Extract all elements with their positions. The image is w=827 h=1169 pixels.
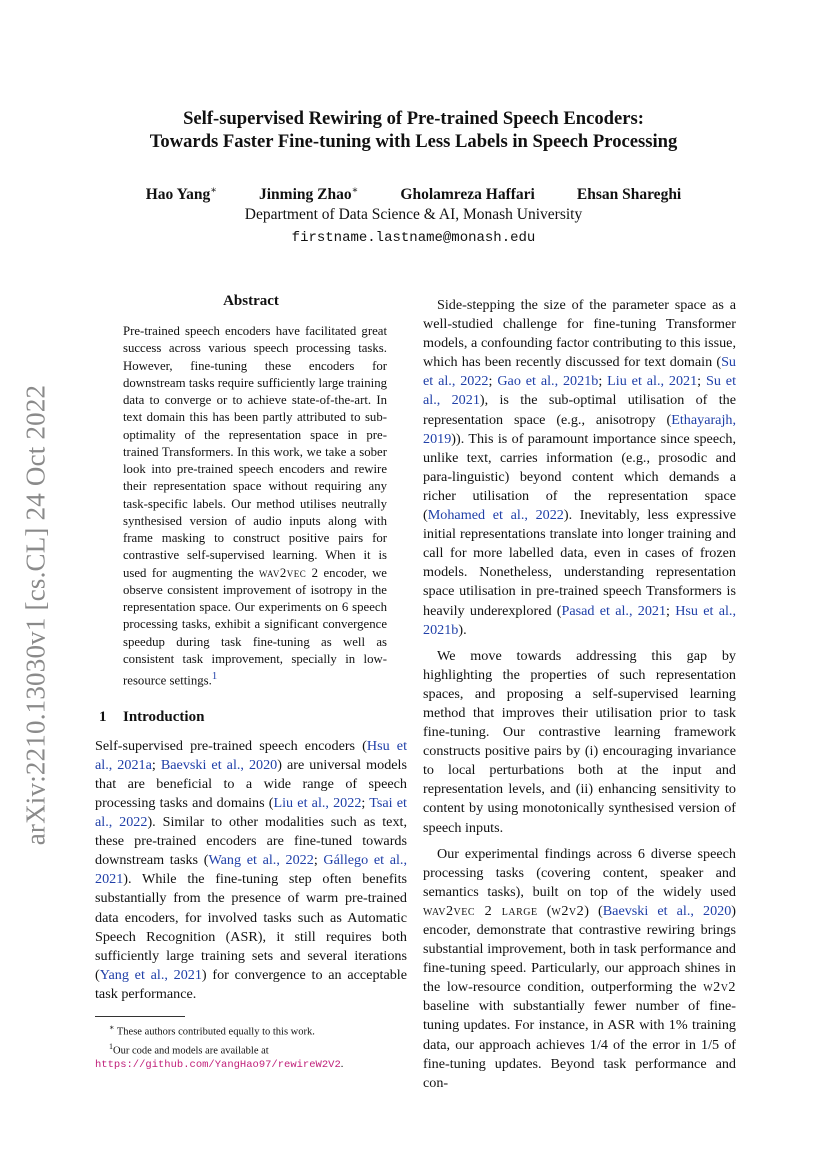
author-name: Gholamreza Haffari (400, 186, 535, 204)
citation-link[interactable]: Baevski et al., 2020 (602, 902, 732, 919)
body-paragraph: Side-stepping the size of the parameter space as a well-studied challenge for fine-tuning Transformer models, a confounding factor contributing to this issue, which has been recently discussed for text domain (Su et al., 2022; Gao et al., 2021b; Liu et al., 2021; Su et al., 2021), is the sub-optimal utilisation of the representation space (e.g., anisotropy (Ethayarajh, 2019)). This is of paramount importance since speech, unlike text, carries information (e.g., prosodic and para-linguistic) beyond content which demands a richer utilisation of the representation space (Mohamed et al., 2022). Inevitably, less expressive initial representations translate into longer training and call for more labelled data, even in cases of frozen models. Nonetheless, understanding representation space utilisation in pre-trained speech Transformers is heavily underexplored (Pasad et al., 2021; Hsu et al., 2021b). (423, 297, 736, 638)
author-name: Jinming Zhao∗ (259, 185, 359, 204)
paper-title (60, 107, 767, 153)
arxiv-identifier-stamp (16, 360, 56, 870)
affiliation: Department of Data Science & AI, Monash University (244, 206, 583, 224)
arxiv-id-text: arXiv:2210.13030v1 [cs.CL] 24 Oct 2022 (20, 384, 51, 846)
author-block (60, 181, 767, 248)
citation-link[interactable]: Su et al., 2022 (423, 354, 736, 390)
author-email: firstname.lastname@monash.edu (291, 230, 536, 247)
citation-link[interactable]: Gao et al., 2021b (497, 373, 599, 390)
body-paragraph: Our experimental findings across 6 diverse speech processing tasks (covering content, speaker and semantics tasks), built on top of the widely used wav2vec 2 large (w2v2) (Baevski et al., 2020) encoder, demonstrate that contrastive rewiring brings substantial improvement, both in task performance and fine-tuning speed. Particularly, our approach shines in the low-resource condition, outperforming the w2v2 baseline with substantially fewer number of fine-tuning updates. For instance, in ASR with 1% training data, our approach achieves 1/4 of the error in 1/5 of fine-tuning updates. Beyond task performance and con- (423, 845, 737, 1091)
citation-link[interactable]: Pasad et al., 2021 (561, 602, 667, 619)
citation-link[interactable]: Mohamed et al., 2022 (427, 507, 564, 524)
left-column (95, 292, 407, 1072)
right-column (423, 296, 736, 1093)
footnote-divider (95, 1016, 185, 1017)
intro-paragraph: Self-supervised pre-trained speech encoders (Hsu et al., 2021a; Baevski et al., 2020) are universal models that are beneficial to a wide range of speech processing tasks and domains (Liu et al., 2022; Tsai et al., 2022). Similar to other modalities such as text, these pre-trained encoders are fine-tuned towards downstream tasks (Wang et al., 2022; Gállego et al., 2021). While the fine-tuning step often benefits substantially from the presence of warm pre-trained data encoders, for involved tasks such as Automatic Speech Recognition (ASR), it still requires both sufficiently large training sets and several iterations (Yang et al., 2021) for convergence to an acceptable task performance. (95, 737, 407, 1002)
body-paragraph: We move towards addressing this gap by highlighting the properties of such representation spaces, and proposing a self-supervised learning method that improves their utilisation prior to task fine-tuning. Our contrastive learning framework constructs positive pairs by (i) encouraging invariance to local perturbations both at the input and representation levels, and (ii) enhancing sensitivity to content by using monotonically synthesised version of speech inputs. (423, 647, 736, 836)
author-name: Ehsan Shareghi (576, 186, 682, 204)
citation-link[interactable]: Yang et al., 2021 (99, 966, 202, 983)
footnote-equal-contribution: ∗ These authors contributed equally to this work. (109, 1023, 315, 1038)
citation-link[interactable]: Liu et al., 2022 (273, 794, 362, 811)
model-name: wav2vec 2 large (423, 902, 538, 919)
title-line-1: Self-supervised Rewiring of Pre-trained Speech Encoders: (183, 108, 644, 129)
abstract-heading: Abstract (223, 293, 279, 309)
model-abbrev: w2v2 (703, 979, 736, 996)
github-url-link[interactable]: https://github.com/YangHao97/rewireW2V2 (95, 1059, 341, 1072)
citation-link[interactable]: Baevski et al., 2020 (160, 756, 278, 773)
citation-link[interactable]: Liu et al., 2021 (607, 373, 698, 390)
citation-link[interactable]: Tsai et al., 2022 (95, 794, 407, 831)
citation-link[interactable]: Su et al., 2021 (423, 373, 736, 409)
footnote-ref[interactable]: 1 (211, 671, 218, 683)
citation-link[interactable]: Hsu et al., 2021a (95, 737, 407, 773)
author-name: Hao Yang∗ (145, 185, 217, 204)
title-line-2: Towards Faster Fine-tuning with Less Labels in Speech Processing (149, 131, 678, 152)
abstract-text: Pre-trained speech encoders have facilitated great success across various speech processing tasks. However, fine-tuning these encoders for downstream tasks require sufficiently large training data to converge or to achieve state-of-the-art. In text domain this has been partly attributed to sub-optimality of the representation space in pre-trained Transformers. In this work, we take a sober look into pre-trained speech encoders and rewire their representation space without requiring any task-specific labels. Our method utilises neutrally synthesised version of audio inputs along with frame masking to construct positive pairs for contrastive self-supervised learning. When it is used for augmenting the wav2vec 2 encoder, we observe consistent improvement of isotropy in the representation space. Our experiments on 6 speech processing tasks, exhibit a significant convergence speedup during task fine-tuning as well as consistent task improvement, specially in low-resource settings.$^1$ (123, 324, 387, 688)
citation-link[interactable]: Gállego et al., 2021 (95, 852, 407, 888)
citation-link[interactable]: Ethayarajh, 2019 (423, 411, 736, 447)
author-names (60, 181, 767, 205)
citation-link[interactable]: Hsu et al., 2021b (423, 602, 736, 638)
model-abbrev: w2v2 (551, 902, 585, 919)
footnote-code-link: $^1$Our code and models are available at https://github.com/YangHao97/rewireW2V2. (95, 1041, 344, 1072)
citation-link[interactable]: Wang et al., 2022 (208, 852, 314, 869)
section-heading-introduction: 1 Introduction (99, 708, 205, 725)
wav2vec-term: wav2vec (259, 565, 307, 580)
